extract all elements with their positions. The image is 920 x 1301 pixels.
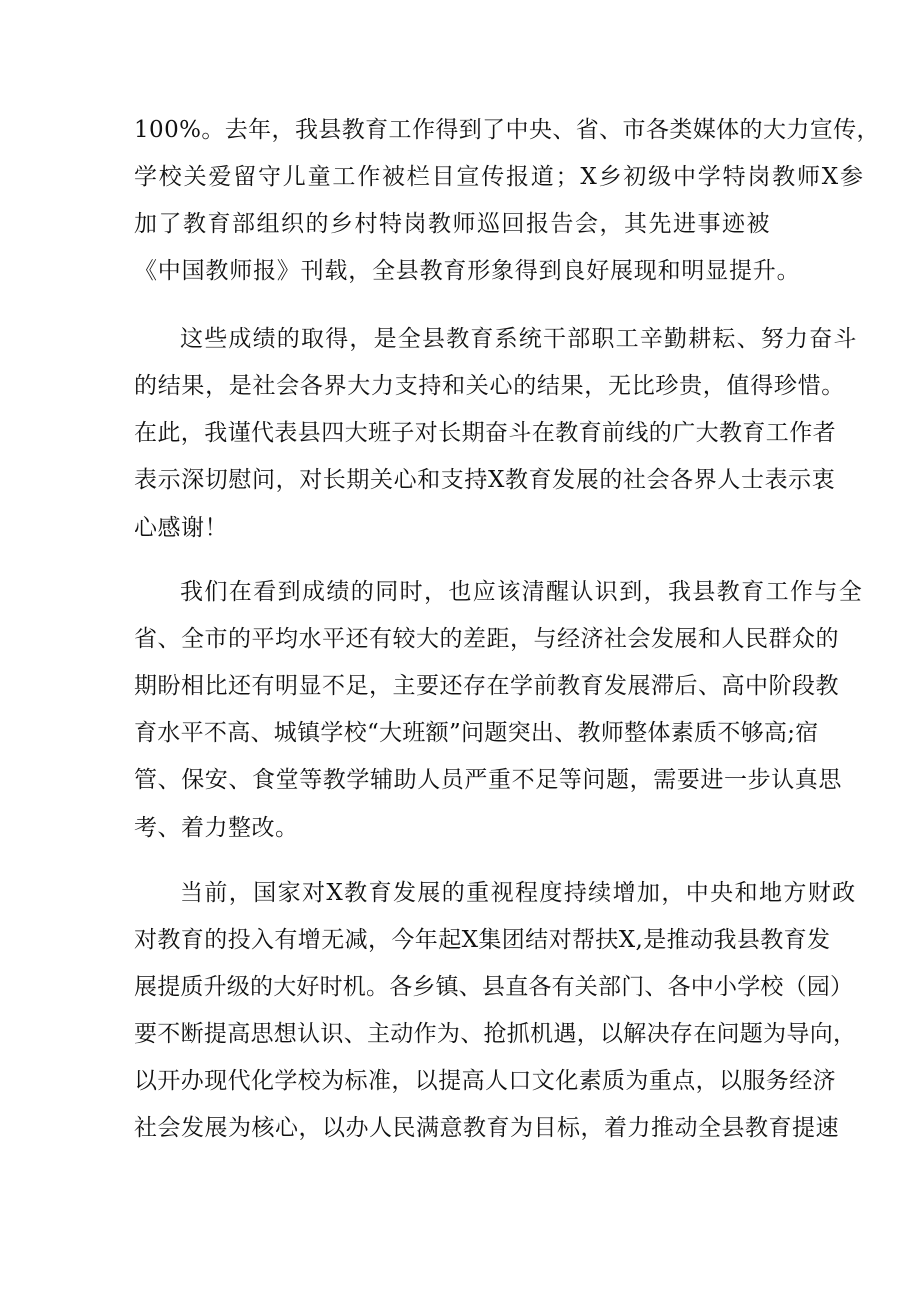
text-line: 社会发展为核心，以办人民满意教育为目标，着力推动全县教育提速 bbox=[134, 1115, 839, 1141]
text-line: 育水平不高、城镇学校“大班额”问题突出、教师整体素质不够高;宿 bbox=[134, 720, 819, 746]
text-line: 对教育的投入有增无减，今年起X集团结对帮扶X,是推动我县教育发 bbox=[134, 927, 831, 953]
text-line: 的结果，是社会各界大力支持和关心的结果，无比珍贵，值得珍惜。 bbox=[134, 373, 845, 399]
text-line: 学校关爱留守儿童工作被栏目宣传报道；X乡初级中学特岗教师X参 bbox=[134, 164, 865, 190]
text-line: 在此，我谨代表县四大班子对长期奋斗在教育前线的广大教育工作者 bbox=[134, 420, 836, 446]
text-line: 这些成绩的取得，是全县教育系统干部职工辛勤耕耘、努力奋斗 bbox=[180, 326, 858, 352]
text-line: 要不断提高思想认识、主动作为、抢抓机遇，以解决存在问题为导向， bbox=[134, 1021, 857, 1047]
text-line: 我们在看到成绩的同时，也应该清醒认识到，我县教育工作与全 bbox=[180, 579, 864, 605]
text-line: 管、保安、食堂等教学辅助人员严重不足等问题，需要进一步认真思 bbox=[134, 767, 842, 793]
text-line: 《中国教师报》刊载，全县教育形象得到良好展现和明显提升。 bbox=[134, 258, 801, 284]
text-line: 展提质升级的大好时机。各乡镇、县直各有关部门、各中小学校（园） bbox=[134, 974, 854, 1000]
text-line: 期盼相比还有明显不足，主要还存在学前教育发展滞后、高中阶段教 bbox=[134, 673, 839, 699]
text-line: 加了教育部组织的乡村特岗教师巡回报告会，其先进事迹被 bbox=[134, 211, 771, 237]
text-line: 当前，国家对X教育发展的重视程度持续增加，中央和地方财政 bbox=[180, 880, 857, 906]
text-line: 以开办现代化学校为标准，以提高人口文化素质为重点，以服务经济 bbox=[134, 1068, 836, 1094]
text-line: 表示深切慰问，对长期关心和支持X教育发展的社会各界人士表示衷 bbox=[134, 467, 836, 493]
text-line: 心感谢！ bbox=[134, 515, 228, 541]
text-line: 100%。去年，我县教育工作得到了中央、省、市各类媒体的大力宣传， bbox=[134, 117, 880, 143]
text-line: 考、着力整改。 bbox=[134, 815, 299, 841]
text-line: 省、全市的平均水平还有较大的差距，与经济社会发展和人民群众的 bbox=[134, 626, 839, 652]
